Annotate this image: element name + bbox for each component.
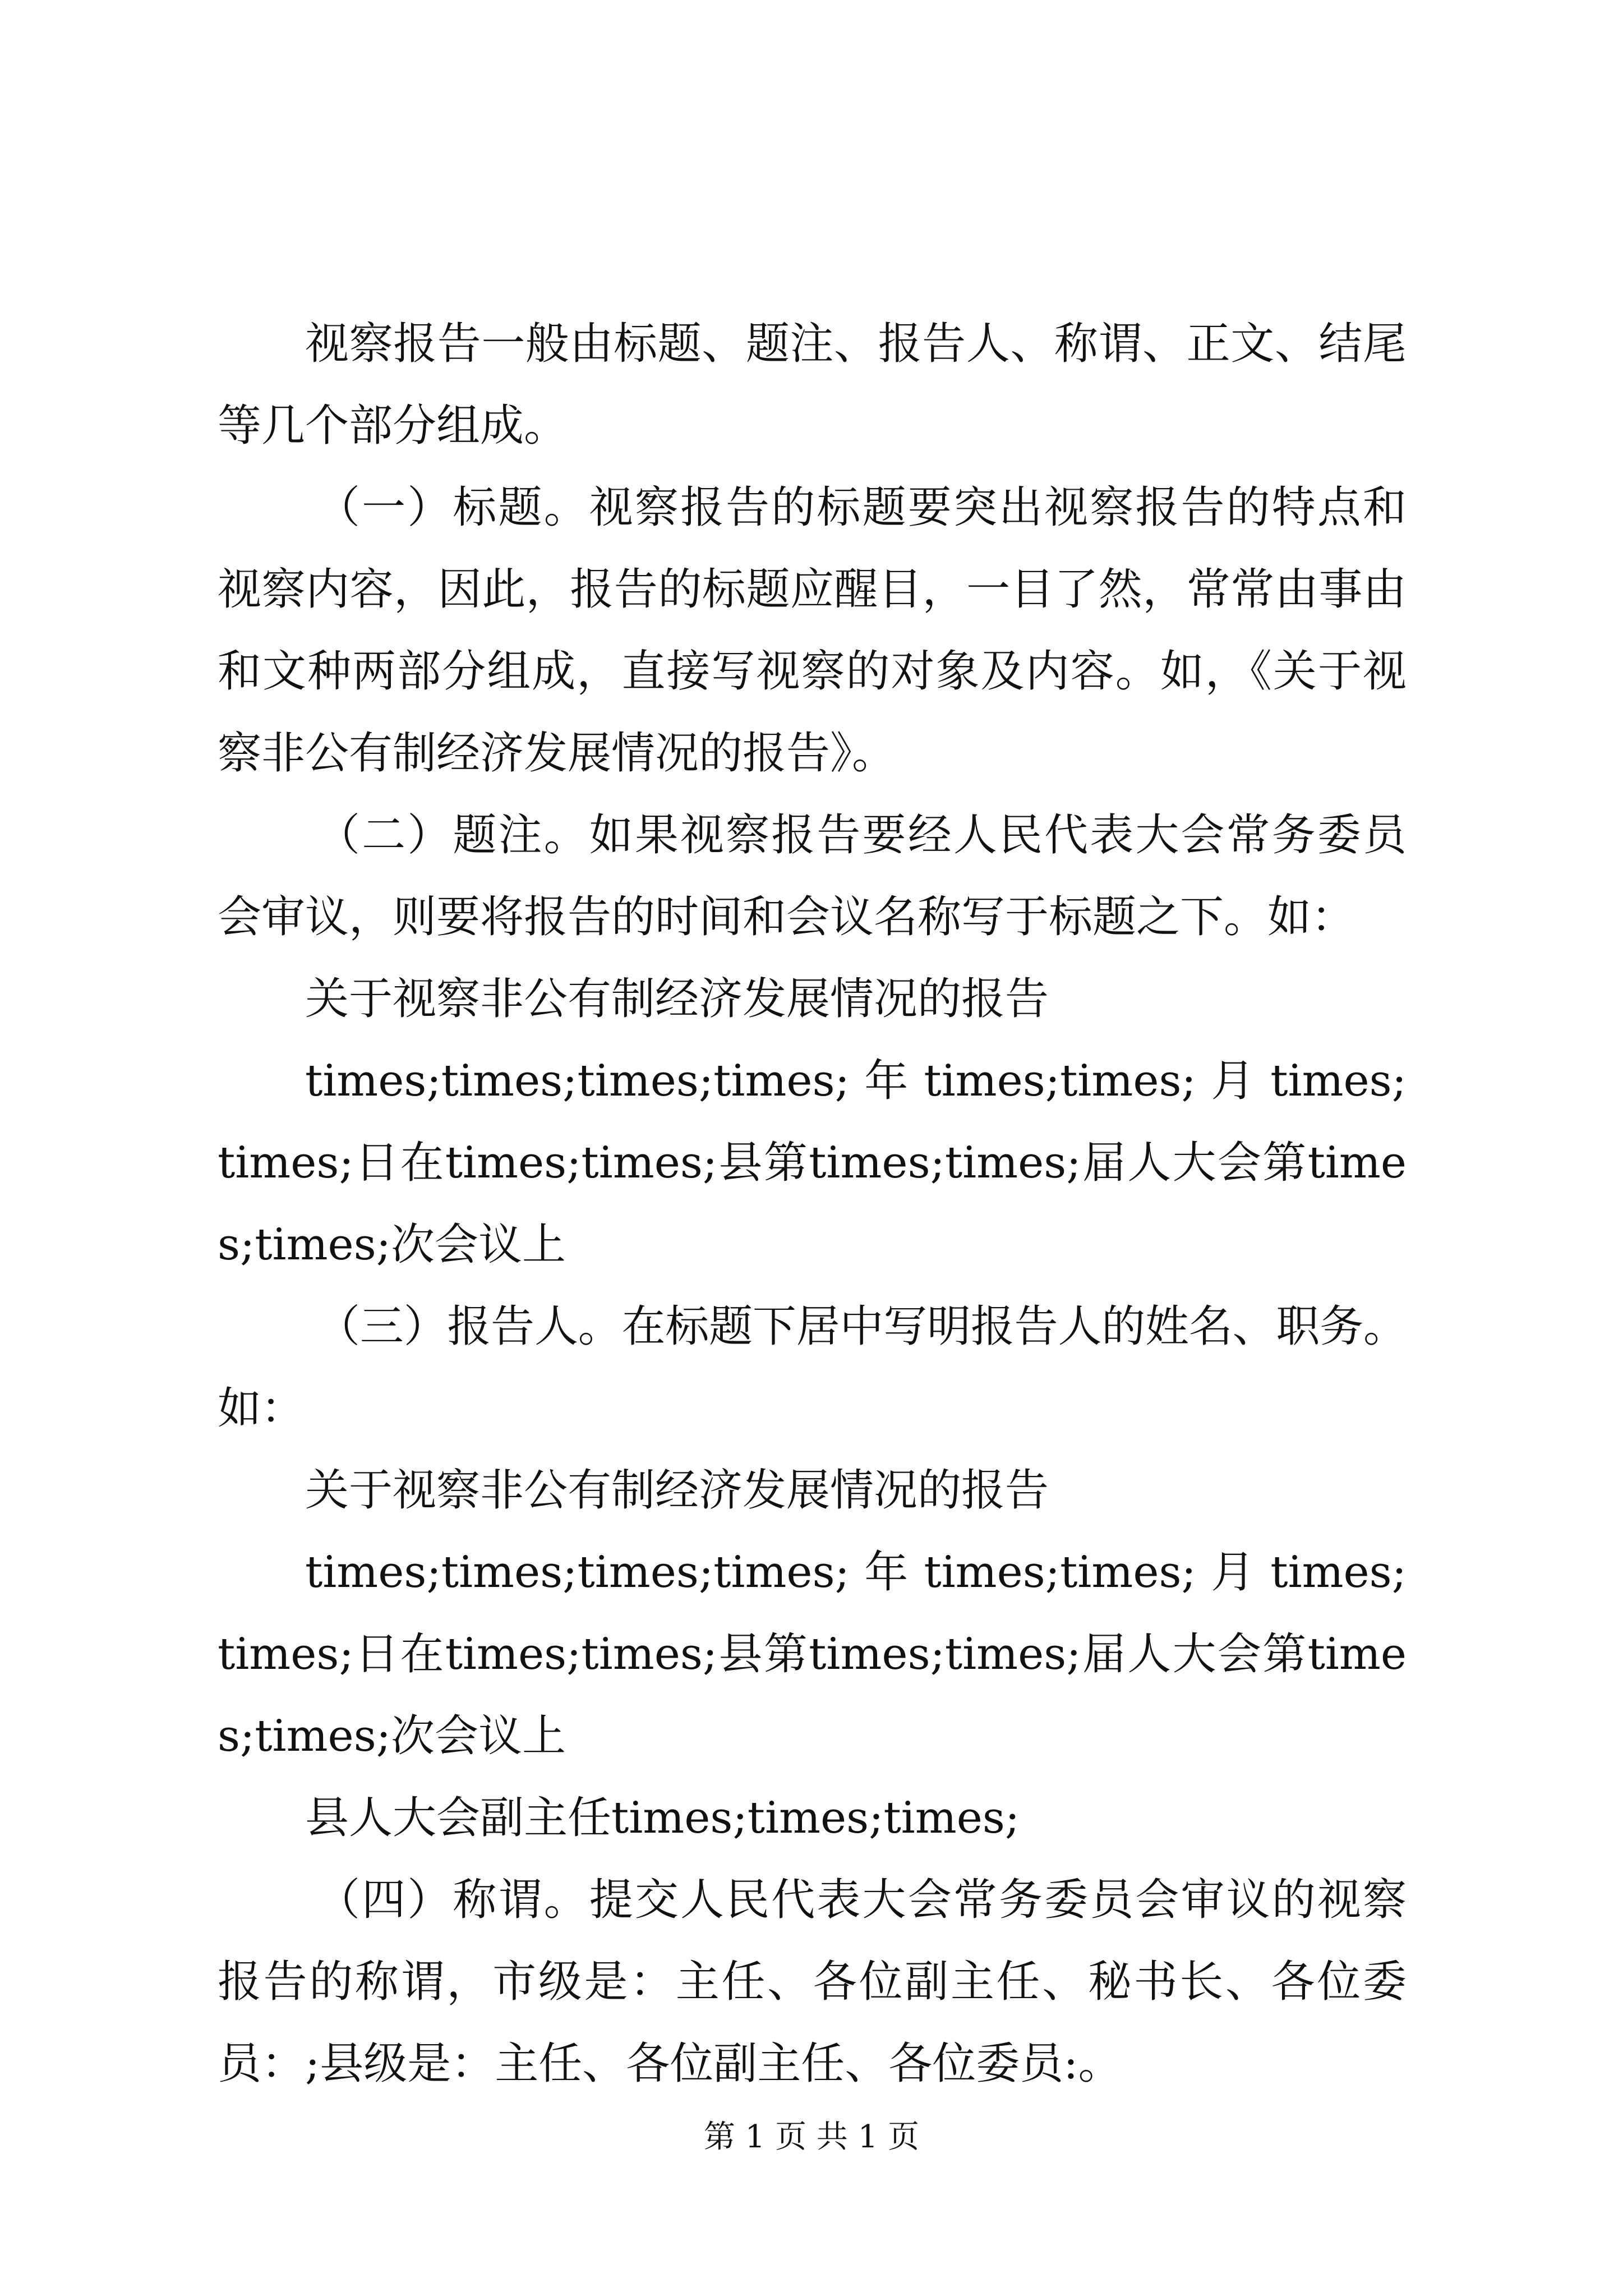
document-body (218, 303, 1407, 2105)
example-report-title-1: 关于视察非公有制经济发展情况的报告 (305, 974, 1049, 1024)
page-number-footer: 第 1 页 共 1 页 (703, 2119, 920, 2155)
paragraph-title-section: （一）标题。视察报告的标题要突出视察报告的特点和视察内容，因此，报告的标题应醒目，一目了然，常常由事由和文种两部分组成，直接写视察的对象及内容。如，《关于视察非公有制经济发展情况的报告》。 (218, 482, 1407, 779)
example-meeting-note-2: times;times;times;times; 年 times;times; 月 times;times;日在times;times;县第times;times;届人大会第times;times;次会议上 (218, 1547, 1407, 1761)
example-reporter-name: 县人大会副主任times;times;times; (305, 1793, 1020, 1843)
paragraph-salutation-section: （四）称谓。提交人民代表大会常务委员会审议的视察报告的称谓，市级是：主任、各位副主任、秘书长、各位委员：;县级是：主任、各位副主任、各位委员:。 (218, 1875, 1407, 2089)
example-meeting-note-1: times;times;times;times; 年 times;times; 月 times;times;日在times;times;县第times;times;届人大会第times;times;次会议上 (218, 1056, 1407, 1270)
paragraph-intro: 视察报告一般由标题、题注、报告人、称谓、正文、结尾等几个部分组成。 (218, 319, 1407, 451)
example-report-title-2: 关于视察非公有制经济发展情况的报告 (305, 1465, 1049, 1516)
paragraph-reporter-section: （三）报告人。在标题下居中写明报告人的姓名、职务。如： (218, 1301, 1407, 1434)
paragraph-annotation-section: （二）题注。如果视察报告要经人民代表大会常务委员会审议，则要将报告的时间和会议名称写于标题之下。如： (218, 810, 1407, 942)
